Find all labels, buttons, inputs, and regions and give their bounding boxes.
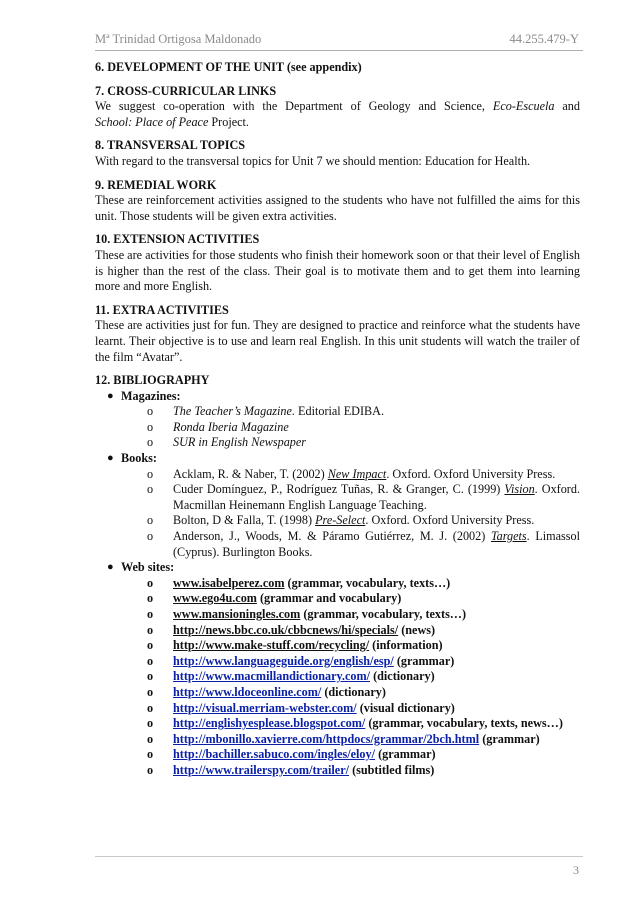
web-link[interactable]: www.ego4u.com xyxy=(173,591,257,606)
web-item: o http://mbonillo.xavierre.com/httpdocs/grammar/2bch.html (grammar) xyxy=(147,731,540,746)
section-title: 7. CROSS-CURRICULAR LINKS xyxy=(95,83,277,98)
section-transversal xyxy=(95,138,580,169)
list-item: o Ronda Iberia Magazine xyxy=(147,419,289,434)
section-extra xyxy=(95,303,580,365)
circle-bullet-icon: o xyxy=(147,575,154,590)
header-id-number: 44.255.479-Y xyxy=(509,32,579,46)
web-item: o www.ego4u.com (grammar and vocabulary) xyxy=(147,591,402,606)
section-cross-curricular xyxy=(95,84,580,131)
web-item: o http://www.make-stuff.com/recycling/ (information) xyxy=(147,638,443,653)
circle-bullet-icon: o xyxy=(147,591,154,606)
circle-bullet-icon: o xyxy=(147,638,154,653)
section-title: 9. REMEDIAL WORK xyxy=(95,177,217,192)
paragraph: These are activities for those students who finish their homework soon or that their level of English is higher than the rest of the class. Their goal is to motivate them and to get them into learning more and more English. xyxy=(95,247,580,294)
circle-bullet-icon: o xyxy=(147,747,154,762)
web-link[interactable]: http://www.make-stuff.com/recycling/ xyxy=(173,638,370,653)
circle-bullet-icon: o xyxy=(147,513,154,528)
web-link[interactable]: http://bachiller.sabuco.com/ingles/eloy/ xyxy=(173,747,376,762)
web-link[interactable]: www.mansioningles.com xyxy=(173,607,301,621)
circle-bullet-icon: o xyxy=(147,762,154,777)
paragraph: These are reinforcement activities assigned to the students who have not fulfilled the aims for this unit. Those students will be given extra activities. xyxy=(95,193,580,223)
paragraph: With regard to the transversal topics for Unit 7 we should mention: Education for Health. xyxy=(95,153,531,168)
circle-bullet-icon: o xyxy=(147,466,154,481)
web-item: o www.mansioningles.com (grammar, vocabulary, texts…) xyxy=(147,607,467,621)
section-title: 8. TRANSVERSAL TOPICS xyxy=(95,138,246,153)
section-title: 11. EXTRA ACTIVITIES xyxy=(95,302,229,317)
page-footer xyxy=(95,856,583,877)
web-link[interactable]: http://www.macmillandictionary.com/ xyxy=(173,669,371,684)
list-item: o SUR in English Newspaper xyxy=(147,435,307,450)
bullet-magazines: ● Magazines: xyxy=(107,388,181,403)
circle-bullet-icon: o xyxy=(147,622,154,637)
circle-bullet-icon: o xyxy=(147,684,154,699)
bullet-books: ● Books: xyxy=(107,451,157,466)
circle-bullet-icon: o xyxy=(147,529,154,544)
web-item: o www.isabelperez.com (grammar, vocabulary, texts…) xyxy=(147,575,451,590)
section-title: 12. BIBLIOGRAPHY xyxy=(95,373,210,388)
web-link[interactable]: http://www.languageguide.org/english/esp/ xyxy=(173,653,394,668)
paragraph: We suggest co-operation with the Department of Geology and Science, Eco-Escuela and xyxy=(95,99,580,114)
bullet-dot-icon: ● xyxy=(107,452,114,465)
list-item: o Anderson, J., Woods, M. & Páramo Gutiérrez, M. J. (2002) Targets. Limassol (Cyprus). Burlington Books. xyxy=(147,529,581,559)
web-item: o http://news.bbc.co.uk/cbbcnews/hi/specials/ (news) xyxy=(147,622,436,637)
bullet-dot-icon: ● xyxy=(107,561,114,574)
bullet-dot-icon: ● xyxy=(107,389,114,402)
web-link[interactable]: http://www.ldoceonline.com/ xyxy=(173,684,322,699)
section-bibliography xyxy=(95,373,580,778)
page-header xyxy=(95,32,583,51)
circle-bullet-icon: o xyxy=(147,716,154,731)
document-body xyxy=(95,60,580,787)
section-remedial xyxy=(95,178,580,225)
list-item: o Cuder Domínguez, P., Rodríguez Tuñas, R. & Granger, C. (1999) Vision. Oxford. Macmillan Heinemann English Language Teaching. xyxy=(147,482,581,512)
header-author: Mª Trinidad Ortigosa Maldonado xyxy=(95,32,262,46)
web-item: o http://www.languageguide.org/english/esp/ (grammar) xyxy=(147,653,455,668)
web-link[interactable]: http://news.bbc.co.uk/cbbcnews/hi/specials/ xyxy=(173,622,399,637)
web-item: o http://www.ldoceonline.com/ (dictionary) xyxy=(147,684,386,699)
section-development xyxy=(95,60,580,76)
circle-bullet-icon: o xyxy=(147,607,154,621)
circle-bullet-icon: o xyxy=(147,731,154,746)
web-item: o http://www.macmillandictionary.com/ (dictionary) xyxy=(147,669,435,684)
paragraph: These are activities just for fun. They are designed to practice and reinforce what the students have learnt. Their objective is to use and learn real English. In this unit students will watch the trailer of the film “Avatar”. xyxy=(95,318,580,364)
circle-bullet-icon: o xyxy=(147,700,154,715)
list-item: o Bolton, D & Falla, T. (1998) Pre-Select. Oxford. Oxford University Press. xyxy=(147,513,535,528)
page-number: 3 xyxy=(573,863,579,877)
list-item: o The Teacher’s Magazine. Editorial EDIBA. xyxy=(147,404,385,419)
section-extension xyxy=(95,232,580,294)
section-title: 6. DEVELOPMENT OF THE UNIT (see appendix) xyxy=(95,60,362,74)
circle-bullet-icon: o xyxy=(147,404,154,419)
list-item: o Acklam, R. & Naber, T. (2002) New Impact. Oxford. Oxford University Press. xyxy=(147,466,556,481)
web-link[interactable]: www.isabelperez.com xyxy=(173,575,285,590)
circle-bullet-icon: o xyxy=(147,653,154,668)
web-item: o http://visual.merriam-webster.com/ (visual dictionary) xyxy=(147,700,455,715)
circle-bullet-icon: o xyxy=(147,435,154,450)
section-title: 10. EXTENSION ACTIVITIES xyxy=(95,232,260,247)
web-item: o http://bachiller.sabuco.com/ingles/eloy/ (grammar) xyxy=(147,747,436,762)
web-item: o http://www.trailerspy.com/trailer/ (subtitled films) xyxy=(147,762,435,777)
web-link[interactable]: http://visual.merriam-webster.com/ xyxy=(173,700,357,715)
web-link[interactable]: http://www.trailerspy.com/trailer/ xyxy=(173,762,350,777)
web-link[interactable]: http://englishyesplease.blogspot.com/ xyxy=(173,716,366,731)
bullet-web-sites: ● Web sites: xyxy=(107,560,175,575)
circle-bullet-icon: o xyxy=(147,482,154,497)
circle-bullet-icon: o xyxy=(147,419,154,434)
paragraph: School: Place of Peace Project. xyxy=(95,114,249,129)
circle-bullet-icon: o xyxy=(147,669,154,684)
web-link[interactable]: http://mbonillo.xavierre.com/httpdocs/grammar/2bch.html xyxy=(173,731,480,746)
web-item: o http://englishyesplease.blogspot.com/ (grammar, vocabulary, texts, news…) xyxy=(147,716,563,731)
